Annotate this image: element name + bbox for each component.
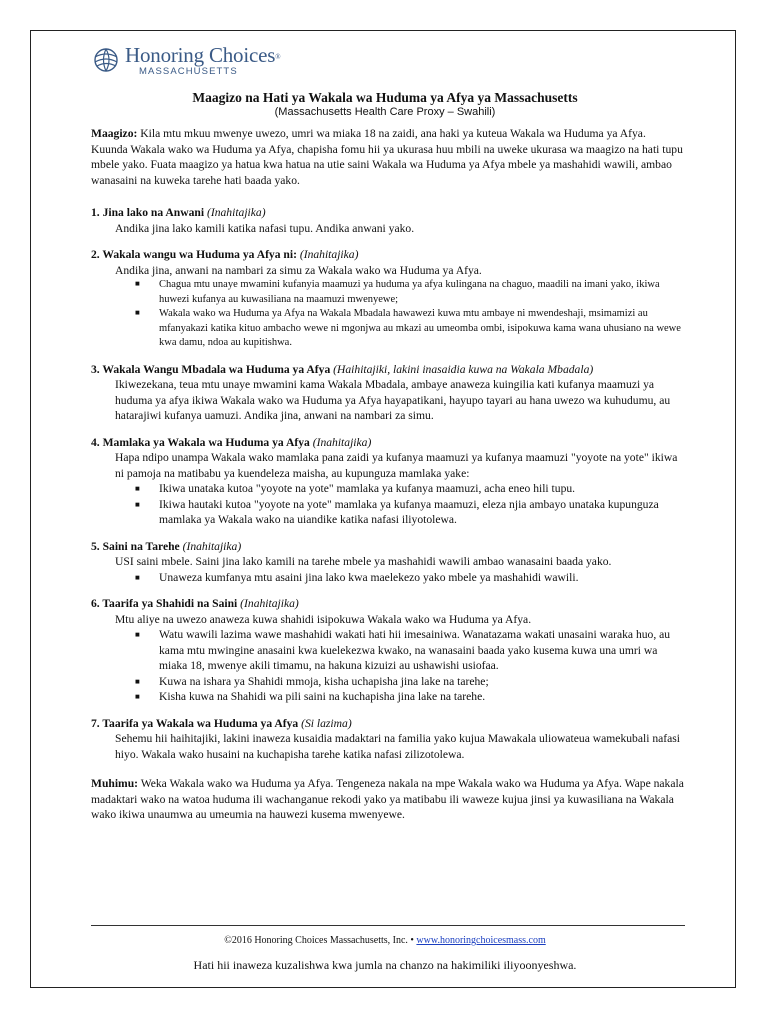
footer-copyright: ©2016 Honoring Choices Massachusetts, Inc. • www.honoringchoicesmass.com [224,935,546,946]
bullet-list [91,627,685,705]
bullet-list [91,481,685,528]
section-4 [91,435,685,528]
footer-note: Hati hii inaweza kuzalishwa kwa jumla na chanzo na hakimiliki iliyoonyeshwa. [193,958,577,972]
section-heading: 6. Taarifa ya Shahidi na Saini (Inahitajika) [91,597,299,610]
section-body: Andika jina lako kamili katika nafasi tupu. Andika anwani yako. [115,221,415,235]
section-body: Ikiwezekana, teua mtu unaye mwamini kama Wakala Mbadala, ambaye anaweza kuingilia kati kufanya maamuzi ya huduma ya afya ikiwa Wakala wako wa Huduma ya Afya hayapatikani, hayupo tayari au hana uwezo wa kuhudumu, au hatarajiwi kufanya uamuzi. Andika jina, anwani na nambari za simu. [115,378,671,422]
section-7 [91,716,685,763]
list-item: ■ Wakala wako wa Huduma ya Afya na Wakala Mbadala hawawezi kuwa mtu ambaye ni mwendeshaji, msimamizi au mfanyakazi katika kituo ambacho wewe ni mgonjwa au mkazi au umeomba ombi, isipokuwa kama wana uhusiano na wewe kwa damu, ndoa au kupitishwa. [135,307,685,351]
section-2 [91,247,685,351]
instructions-paragraph: Maagizo: Kila mtu mkuu mwenye uwezo, umri wa miaka 18 na zaidi, ana haki ya kuteua Wakala wa Huduma ya Afya. Kuunda Wakala wako wa Huduma ya Afya, chapisha fomu hii ya ukurasa huu mbili na uweke ukurasa wa maagizo na hati tupu mbele yako. Fuata maagizo ya hatua kwa hatua na utie saini Wakala wa Huduma ya Afya mbele ya mashahidi wawili, ambao wanasaini na kuweka tarehe hati baada yako. [91,127,683,187]
section-body: Hapa ndipo unampa Wakala wako mamlaka pana zaidi ya kufanya maamuzi ya kufanya maamuzi "yoyote na yote" ikiwa ni pamoja na matibabu ya kuendeleza maisha, au kupunguza mamlaka yake: [115,451,678,480]
section-5 [91,539,685,586]
bullet-list [91,570,685,586]
section-body: USI saini mbele. Saini jina lako kamili na tarehe mbele ya mashahidi wawili ambao wanasaini baada yako. [115,555,612,568]
document-title: Maagizo na Hati ya Wakala wa Huduma ya Afya ya Massachusetts [192,90,578,105]
logo-subtitle: MASSACHUSETTS [139,66,238,77]
section-body: Mtu aliye na uwezo anaweza kuwa shahidi isipokuwa Wakala wako wa Huduma ya Afya. [115,612,532,626]
section-heading: 4. Mamlaka ya Wakala wa Huduma ya Afya (Inahitajika) [91,435,372,449]
list-item: ■ Ikiwa unataka kutoa "yoyote na yote" mamlaka ya kufanya maamuzi, acha eneo hili tupu. [135,481,685,497]
list-item: ■ Unaweza kumfanya mtu asaini jina lako kwa maelekezo yako mbele ya mashahidi wawili. [135,570,685,586]
list-item: ■ Kisha kuwa na Shahidi wa pili saini na kuchapisha jina lake na tarehe. [135,689,685,705]
list-item: ■ Watu wawili lazima wawe mashahidi wakati hati hii imesainiwa. Wanatazama wakati unasaini waraka huo, au kama mtu mwingine anasaini kwa kuelekezwa kwako, na wanasaini baada yako kusema kuwa una umri wa miaka 18, mwenye akili timamu, na hakuna kizuizi au ushawishi usiofaa. [135,627,685,674]
document-subtitle: (Massachusetts Health Care Proxy – Swahili) [274,106,496,118]
section-heading: 3. Wakala Wangu Mbadala wa Huduma ya Afya (Haihitajiki, lakini inasaidia kuwa na Wakala Mbadala) [91,362,594,376]
section-heading: 5. Saini na Tarehe (Inahitajika) [91,539,242,553]
section-heading: 2. Wakala wangu wa Huduma ya Afya ni: (Inahitajika) [91,248,359,261]
section-body: Sehemu hii haihitajiki, lakini inaweza kusaidia madaktari na familia yako kujua Mawakala uliowateua wamekubali nafasi hiyo. Wakala wako husaini na kuchapisha tarehe katika nafasi zilizotolewa. [115,732,681,761]
important-paragraph: Muhimu: Weka Wakala wako wa Huduma ya Afya. Tengeneza nakala na mpe Wakala wako wa Huduma ya Afya. Wape nakala madaktari wako na watoa huduma ili wachanganue rekodi yako ya matibabu ili waweze kujua jinsi ya kuwasiliana na Wakala wako ikiwa unaumwa au umeumia na hauwezi kusema mwenyewe. [91,777,684,821]
globe-leaf-icon [92,45,122,75]
document-body [91,126,685,823]
list-item: ■ Ikiwa hautaki kutoa "yoyote na yote" mamlaka ya kufanya maamuzi, eleza njia ambayo unataka kupunguza mamlaka ya Wakala wako na uiandike katika nafasi iliyotolewa. [135,497,685,528]
section-1 [91,205,685,236]
logo-name: Honoring Choices® [125,43,281,67]
section-3 [91,362,685,424]
section-heading: 7. Taarifa ya Wakala wa Huduma ya Afya (Si lazima) [91,716,352,730]
website-link[interactable]: www.honoringchoicesmass.com [416,935,546,946]
list-item: ■ Chagua mtu unaye mwamini kufanyia maamuzi ya huduma ya afya kulingana na chaguo, maadili na imani yako, ikiwa huwezi kufanya au kuwasiliana na maamuzi mwenyewe; [135,278,685,307]
logo [92,44,280,77]
section-heading: 1. Jina lako na Anwani (Inahitajika) [91,206,266,219]
list-item: ■ Kuwa na ishara ya Shahidi mmoja, kisha uchapisha jina lake na tarehe; [135,674,685,690]
section-body: Andika jina, anwani na nambari za simu za Wakala wako wa Huduma ya Afya. [115,263,482,277]
bullet-list [91,278,685,351]
section-6 [91,596,685,705]
footer-divider [91,925,685,926]
